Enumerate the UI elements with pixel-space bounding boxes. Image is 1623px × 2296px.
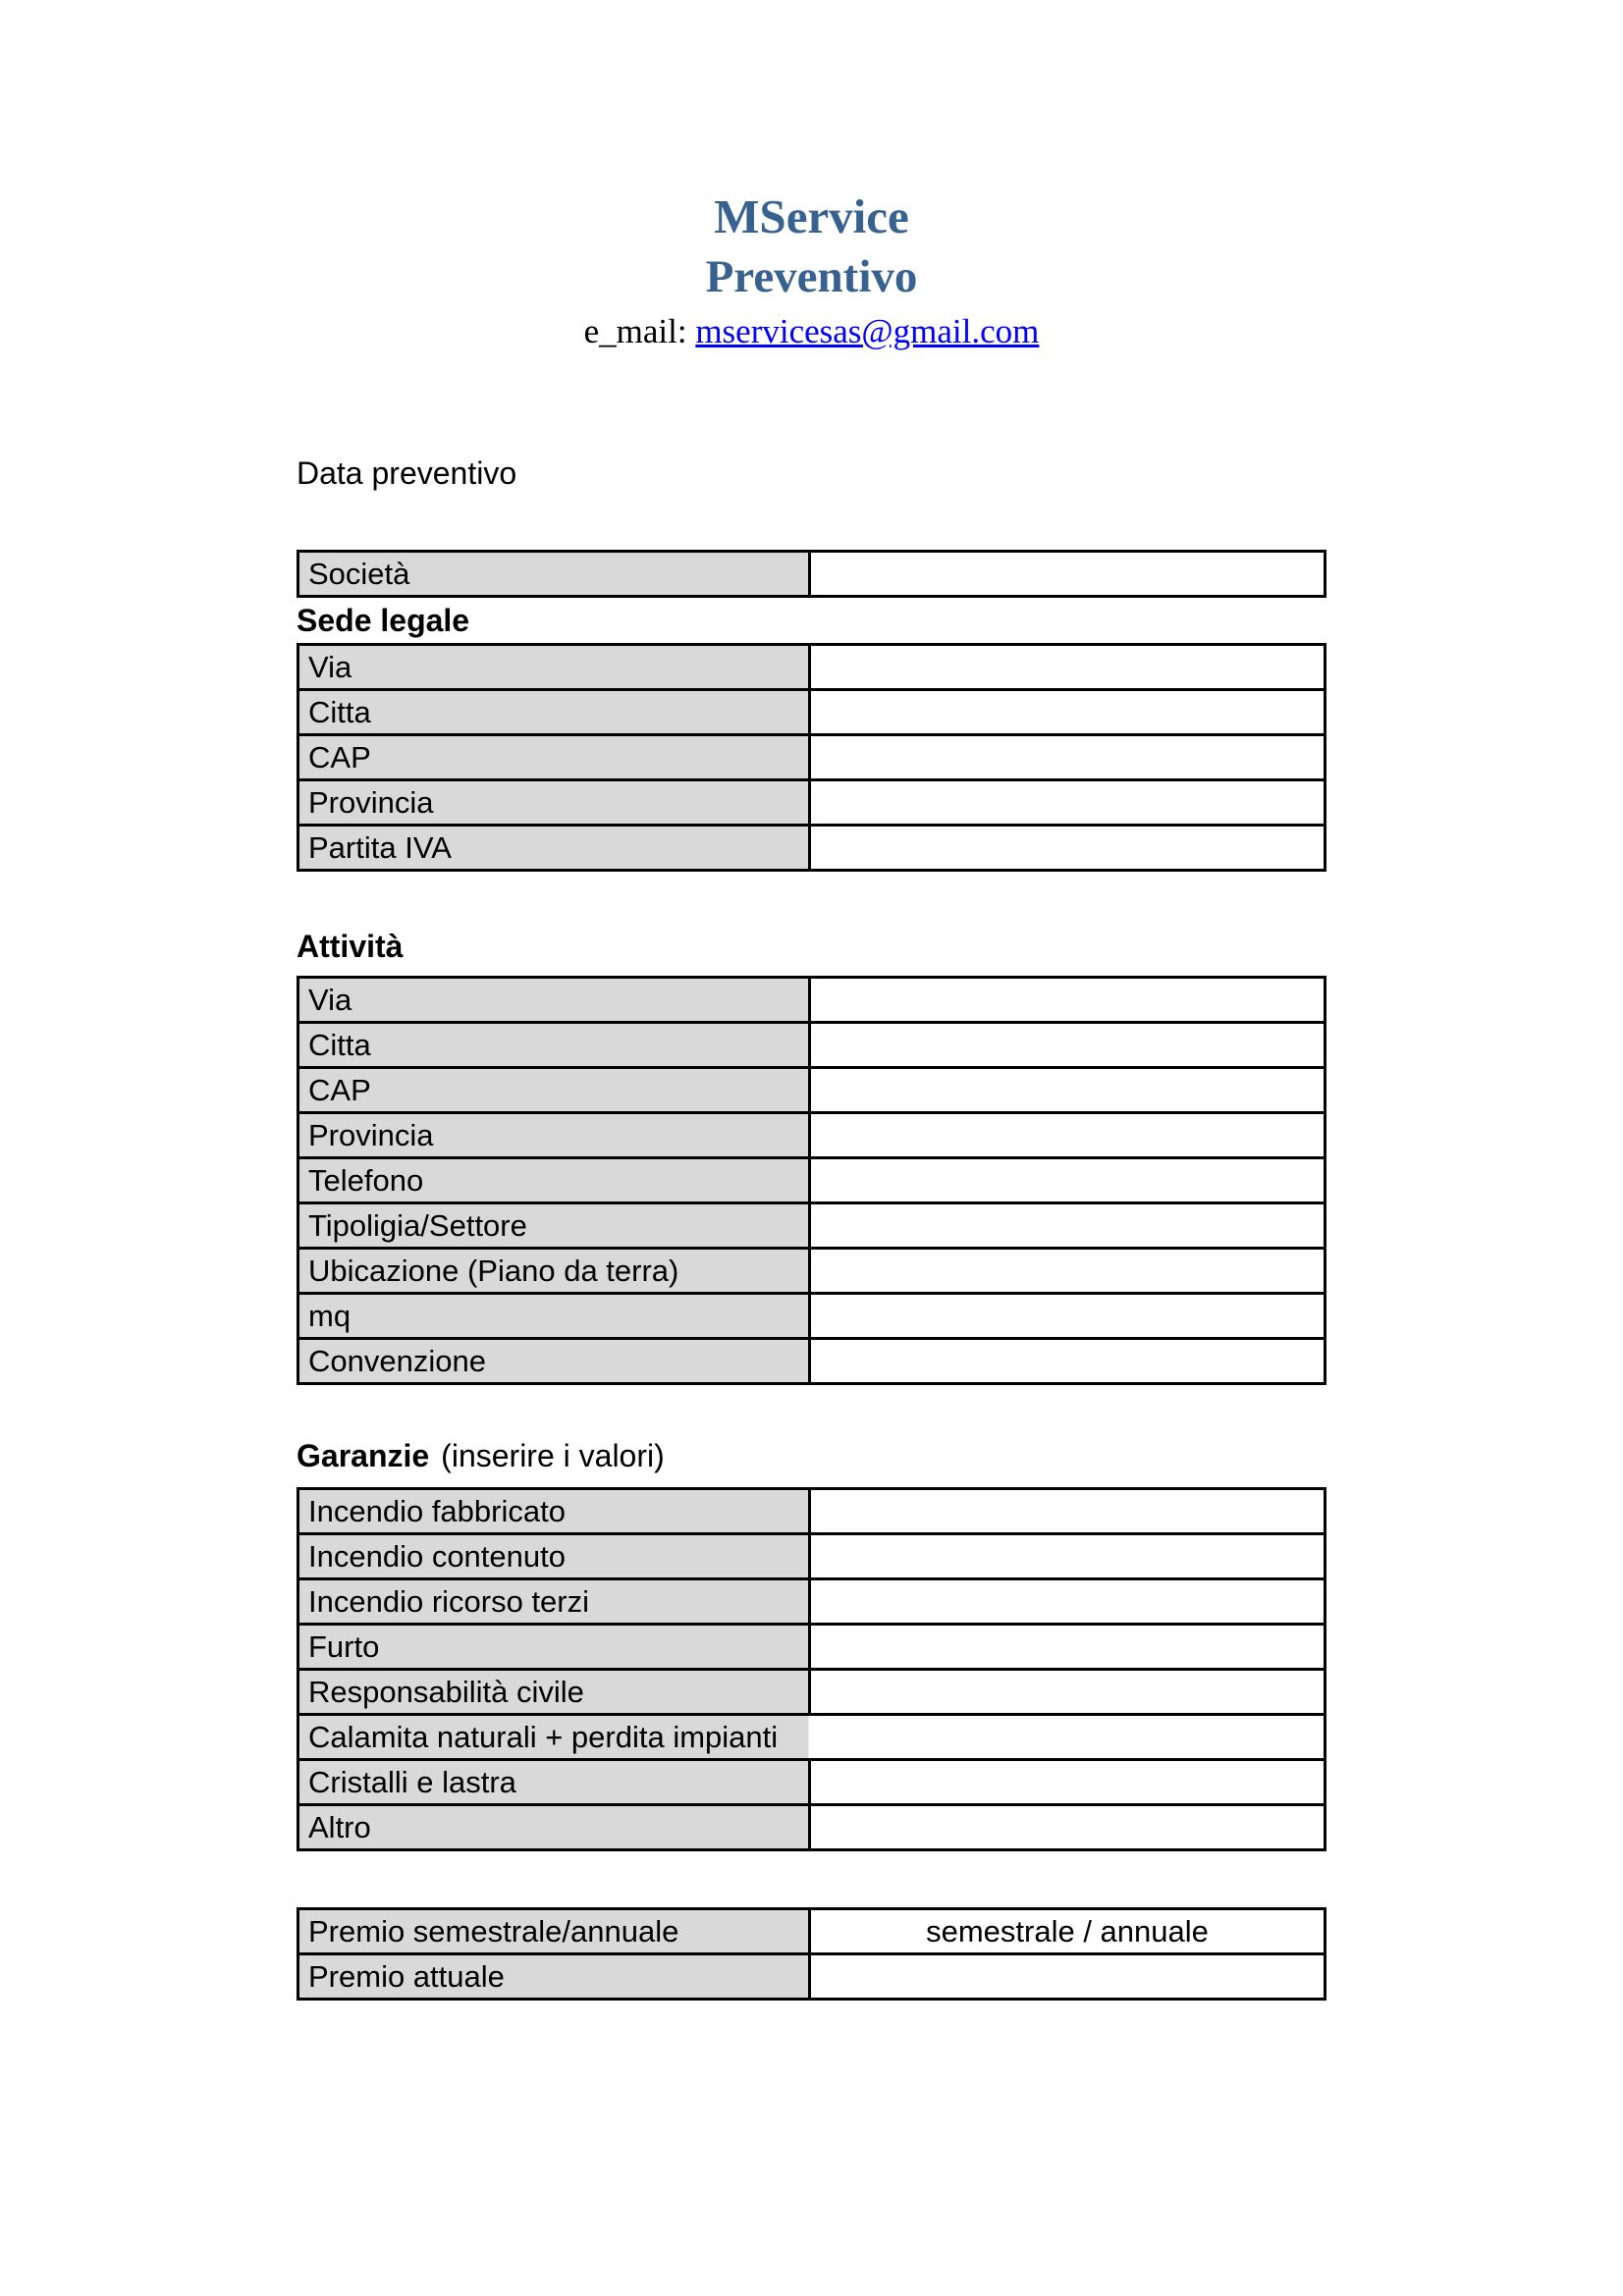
table-societa — [297, 550, 1326, 598]
field-value-cell[interactable] — [810, 552, 1325, 597]
table-garanzie — [297, 1487, 1326, 1851]
table-row — [298, 1625, 1325, 1670]
field-label: Provincia — [298, 1113, 810, 1158]
field-label: Furto — [298, 1625, 810, 1670]
field-label: Incendio ricorso terzi — [298, 1579, 810, 1625]
field-value-cell[interactable] — [810, 1339, 1325, 1384]
table-row — [298, 1249, 1325, 1294]
heading-attivita: Attività — [297, 929, 404, 964]
field-value-cell[interactable] — [810, 645, 1325, 690]
heading-garanzie-note: (inserire i valori) — [441, 1438, 665, 1473]
field-value-cell[interactable] — [810, 1534, 1325, 1579]
email-label: e_mail: — [583, 312, 687, 350]
table-row — [298, 1294, 1325, 1339]
doc-subtitle: Preventivo — [705, 251, 918, 302]
field-label: CAP — [298, 1068, 810, 1113]
field-value-cell[interactable] — [810, 690, 1325, 735]
field-label: Provincia — [298, 780, 810, 826]
doc-title: MService — [714, 189, 909, 243]
table-row — [298, 1203, 1325, 1249]
table-row — [298, 552, 1325, 597]
table-row — [298, 735, 1325, 780]
field-value-cell[interactable] — [810, 1068, 1325, 1113]
email-link[interactable]: mservicesas@gmail.com — [695, 312, 1040, 350]
table-sede-legale — [297, 643, 1326, 872]
field-label: Incendio contenuto — [298, 1534, 810, 1579]
field-label[interactable]: Calamita naturali + perdita impianti — [298, 1715, 1325, 1760]
table-row — [298, 1715, 1325, 1760]
field-value-cell[interactable] — [810, 1954, 1325, 2000]
table-row — [298, 1534, 1325, 1579]
field-label: Tipoligia/Settore — [298, 1203, 810, 1249]
field-value-cell[interactable] — [810, 1805, 1325, 1850]
field-label: Premio semestrale/annuale — [298, 1909, 810, 1954]
field-value-cell[interactable] — [810, 1158, 1325, 1203]
field-label: Premio attuale — [298, 1954, 810, 2000]
heading-data-preventivo: Data preventivo — [297, 455, 517, 491]
field-value-cell[interactable] — [810, 1203, 1325, 1249]
table-row — [298, 1909, 1325, 1954]
field-label: Altro — [298, 1805, 810, 1850]
table-row — [298, 1954, 1325, 2000]
field-label: mq — [298, 1294, 810, 1339]
table-row — [298, 1670, 1325, 1715]
field-value-cell[interactable] — [810, 1023, 1325, 1068]
field-label: Convenzione — [298, 1339, 810, 1384]
field-label: Società — [298, 552, 810, 597]
table-row — [298, 690, 1325, 735]
table-row — [298, 978, 1325, 1023]
table-premio — [297, 1907, 1326, 2001]
table-row — [298, 1579, 1325, 1625]
email-line — [0, 306, 1623, 357]
field-value-cell[interactable] — [810, 1113, 1325, 1158]
heading-garanzie — [297, 1436, 1324, 1475]
field-label: Cristalli e lastra — [298, 1760, 810, 1805]
field-label: Citta — [298, 690, 810, 735]
field-value-cell[interactable] — [810, 1625, 1325, 1670]
table-row — [298, 1805, 1325, 1850]
table-row — [298, 1489, 1325, 1534]
field-label: Telefono — [298, 1158, 810, 1203]
table-row — [298, 1158, 1325, 1203]
table-row — [298, 1339, 1325, 1384]
field-label: CAP — [298, 735, 810, 780]
field-value-cell[interactable] — [810, 1760, 1325, 1805]
field-value-cell[interactable]: semestrale / annuale — [810, 1909, 1325, 1954]
form-content — [297, 454, 1324, 2001]
table-row — [298, 1760, 1325, 1805]
field-value-cell[interactable] — [810, 1670, 1325, 1715]
field-label: Via — [298, 978, 810, 1023]
document-header — [0, 0, 1623, 357]
heading-sede-legale: Sede legale — [297, 603, 470, 638]
field-label: Partita IVA — [298, 826, 810, 871]
field-value-cell[interactable] — [810, 1249, 1325, 1294]
field-label: Responsabilità civile — [298, 1670, 810, 1715]
field-label: Citta — [298, 1023, 810, 1068]
field-value-cell[interactable] — [810, 1294, 1325, 1339]
table-row — [298, 826, 1325, 871]
field-value-cell[interactable] — [810, 826, 1325, 871]
table-row — [298, 1023, 1325, 1068]
field-value-cell[interactable] — [810, 1579, 1325, 1625]
table-row — [298, 1113, 1325, 1158]
table-attivita — [297, 976, 1326, 1385]
field-value-cell[interactable] — [810, 1489, 1325, 1534]
table-row — [298, 1068, 1325, 1113]
field-value-cell[interactable] — [810, 978, 1325, 1023]
heading-garanzie-label: Garanzie — [297, 1438, 430, 1473]
field-value-cell[interactable] — [810, 780, 1325, 826]
field-label: Ubicazione (Piano da terra) — [298, 1249, 810, 1294]
table-row — [298, 780, 1325, 826]
field-label: Via — [298, 645, 810, 690]
table-row — [298, 645, 1325, 690]
field-label: Incendio fabbricato — [298, 1489, 810, 1534]
field-value-cell[interactable] — [810, 735, 1325, 780]
